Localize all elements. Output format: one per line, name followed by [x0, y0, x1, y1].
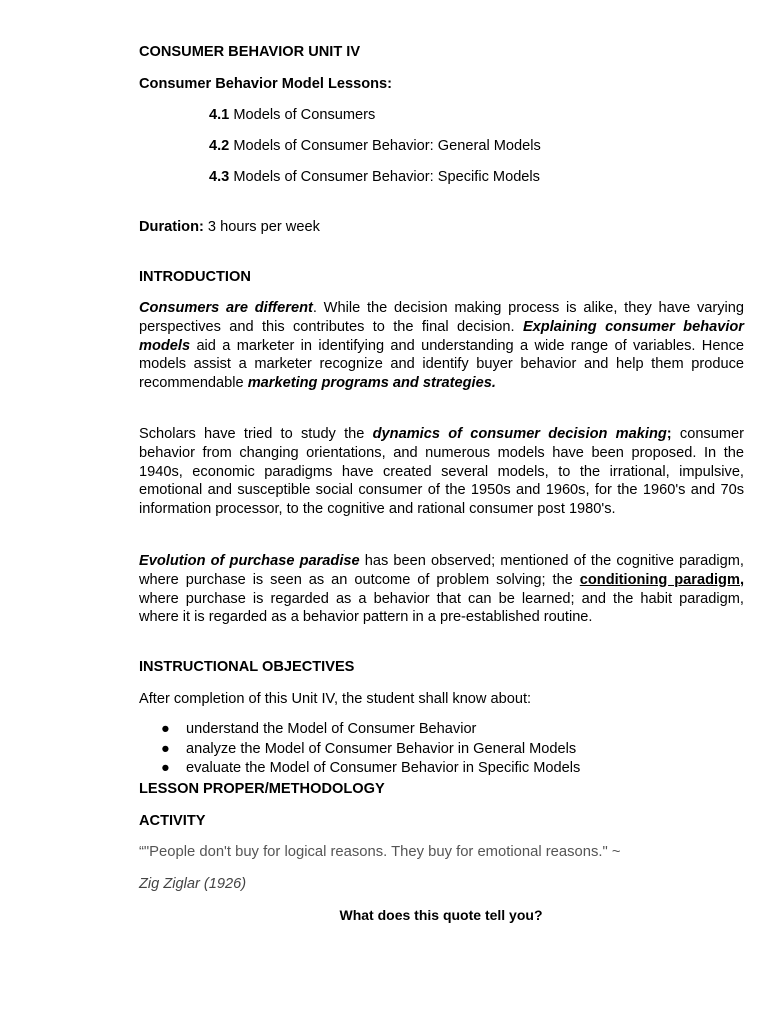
lessons-heading: Consumer Behavior Model Lessons:	[139, 76, 393, 92]
intro-paragraph-1	[139, 299, 744, 393]
lesson-title: Models of Consumer Behavior: Specific Models	[233, 169, 540, 185]
activity-question: What does this quote tell you?	[339, 907, 543, 923]
text: where purchase is regarded as a behavior that can be learned; and the habit paradigm, where it is regarded as a behavior pattern in a pre-established routine.	[139, 590, 744, 626]
lesson-item	[209, 137, 541, 155]
list-item-text: analyze the Model of Consumer Behavior in General Models	[186, 740, 577, 757]
emphasis: Evolution of purchase paradise	[139, 553, 360, 569]
intro-paragraph-2	[139, 425, 744, 519]
objectives-list	[139, 720, 739, 779]
lesson-number: 4.2	[209, 138, 230, 154]
objectives-intro: After completion of this Unit IV, the student shall know about:	[139, 691, 532, 707]
quote-author: Zig Ziglar (1926)	[139, 876, 247, 892]
text: Scholars have tried to study the	[139, 426, 373, 442]
emphasis: marketing programs and strategies.	[247, 375, 496, 392]
intro-paragraph-3	[139, 552, 744, 627]
lesson-number: 4.1	[209, 107, 230, 123]
list-item	[139, 720, 739, 740]
emphasis: Consumers are different	[139, 300, 313, 316]
document-title: CONSUMER BEHAVIOR UNIT IV	[139, 44, 361, 60]
bullet-icon: ●	[161, 760, 170, 776]
introduction-heading: INTRODUCTION	[139, 269, 251, 285]
duration-label: Duration:	[139, 219, 204, 235]
lesson-proper-heading: LESSON PROPER/METHODOLOGY	[139, 781, 385, 797]
text: aid a marketer in identifying and understanding a wide range of variables. Hence models assist a marketer recognize and identify buyer behavior and help them produce recommendable	[139, 337, 744, 392]
list-item	[139, 740, 739, 760]
activity-heading: ACTIVITY	[139, 813, 206, 829]
emphasis: ;	[666, 426, 672, 442]
lesson-item	[209, 106, 375, 124]
emphasis: dynamics of consumer decision making	[372, 426, 667, 442]
activity-quote: “"People don't buy for logical reasons. They buy for emotional reasons." ~	[139, 844, 621, 860]
lesson-number: 4.3	[209, 169, 230, 185]
duration-value: 3 hours per week	[207, 219, 320, 235]
emphasis-underlined: conditioning paradigm,	[579, 571, 745, 588]
duration	[139, 218, 320, 236]
lesson-title: Models of Consumer Behavior: General Models	[233, 138, 541, 154]
list-item-text: understand the Model of Consumer Behavior	[186, 721, 477, 737]
list-item	[139, 759, 739, 779]
list-item-text: evaluate the Model of Consumer Behavior in Specific Models	[186, 760, 581, 776]
emphasis: Explaining consumer behavior models	[139, 318, 744, 354]
text: . While the decision making process is alike, they have varying perspectives and this contributes to the final decision.	[139, 300, 744, 335]
text: consumer behavior from changing orientations, and numerous models have been proposed. In the 1940s, economic paradigms have created several models, to the irrational, impulsive, emotional and susceptible social consumer of the 1950s and 1960s, for the 1960's and 70s information processor, to the cognitive and rational consumer post 1980's.	[139, 426, 744, 518]
text: has been observed; mentioned of the cognitive paradigm, where purchase is seen as an outcome of problem solving; the	[139, 553, 744, 588]
bullet-icon: ●	[161, 740, 170, 757]
bullet-icon: ●	[161, 721, 170, 737]
objectives-heading: INSTRUCTIONAL OBJECTIVES	[139, 659, 355, 675]
lesson-title: Models of Consumers	[233, 107, 376, 123]
lesson-item	[209, 168, 540, 186]
